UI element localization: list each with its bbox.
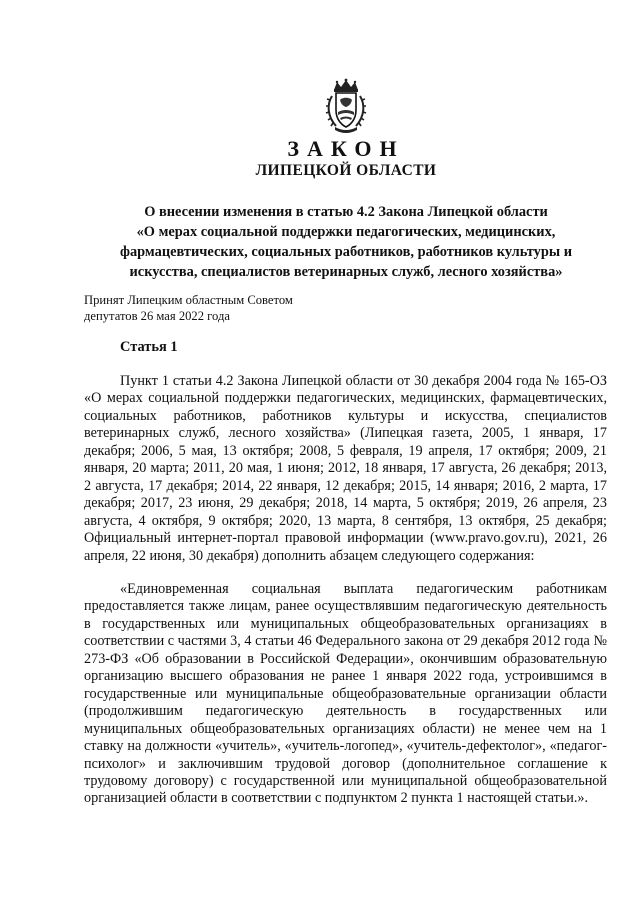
- bill-title-line: фармацевтических, социальных работников, работников культуры и: [119, 244, 573, 260]
- region-title: ЛИПЕЦКОЙ ОБЛАСТИ: [255, 162, 437, 179]
- article-heading: Статья 1: [120, 339, 178, 355]
- bill-title-line: искусства, специалистов ветеринарных служб, лесного хозяйства»: [129, 264, 563, 280]
- article-paragraph-2: [84, 581, 607, 808]
- bill-title-line: О внесении изменения в статью 4.2 Закона Липецкой области: [144, 204, 548, 220]
- adoption-note: [84, 293, 384, 324]
- adoption-note-line: Принят Липецким областным Советом: [84, 293, 293, 307]
- coat-of-arms-icon: [324, 78, 368, 134]
- bill-title: [84, 202, 608, 282]
- law-title: ЗАКОН: [287, 136, 405, 161]
- paragraph-text: «Единовременная социальная выплата педагогическим работникам предоставляется также лицам, ранее осуществлявшим педагогическую деятельность в государственных или муниципальных общеобразовательных организациях в соответствии с частями 3, 4 статьи 46 Федерального закона от 29 декабря 2012 года № 273-ФЗ «Об образовании в Российской Федерации», окончившим образовательную организацию высшего образования не ранее 1 января 2022 года, устроившимся в государственные или муниципальные общеобразовательные организации области (продолжившим педагогическую деятельность в государственных или муниципальных общеобразовательных организациях области) не менее чем на 1 ставку на должности «учитель», «учитель-логопед», «учитель-дефектолог», «педагог-психолог» и заключившим трудовой договор (дополнительное соглашение к трудовому договору) с государственной или муниципальной общеобразовательной организацией области в соответствии с подпунктом 2 пункта 1 настоящей статьи.».: [84, 581, 607, 807]
- adoption-note-line: депутатов 26 мая 2022 года: [84, 308, 230, 323]
- bill-title-line: «О мерах социальной поддержки педагогических, медицинских,: [136, 224, 556, 240]
- article-paragraph-1: [84, 373, 607, 565]
- paragraph-text: Пункт 1 статьи 4.2 Закона Липецкой области от 30 декабря 2004 года № 165-ОЗ «О мерах социальной поддержки педагогических, медицинских, фармацевтических, социальных работников, работников культуры и искусства, специалистов ветеринарных служб, лесного хозяйства» (Липецкая газета, 2005, 1 января, 17 декабря; 2006, 5 мая, 13 октября; 2008, 5 февраля, 19 апреля, 17 октября; 2009, 21 января, 20 марта; 2011, 20 мая, 1 июня; 2012, 18 января, 17 августа, 26 декабря; 2013, 2 августа, 17 декабря; 2014, 22 января, 12 декабря; 2015, 14 января; 2016, 2 марта, 17 декабря; 2017, 23 июня, 29 декабря; 2018, 14 марта, 5 октября; 2019, 26 апреля, 23 августа, 4 октября, 9 октября; 2020, 13 марта, 8 сентября, 13 октября, 25 декабря; Официальный интернет-портал правовой информации (www.pravo.gov.ru), 2021, 26 апреля, 22 июня, 30 декабря) дополнить абзацем следующего содержания:: [84, 373, 607, 564]
